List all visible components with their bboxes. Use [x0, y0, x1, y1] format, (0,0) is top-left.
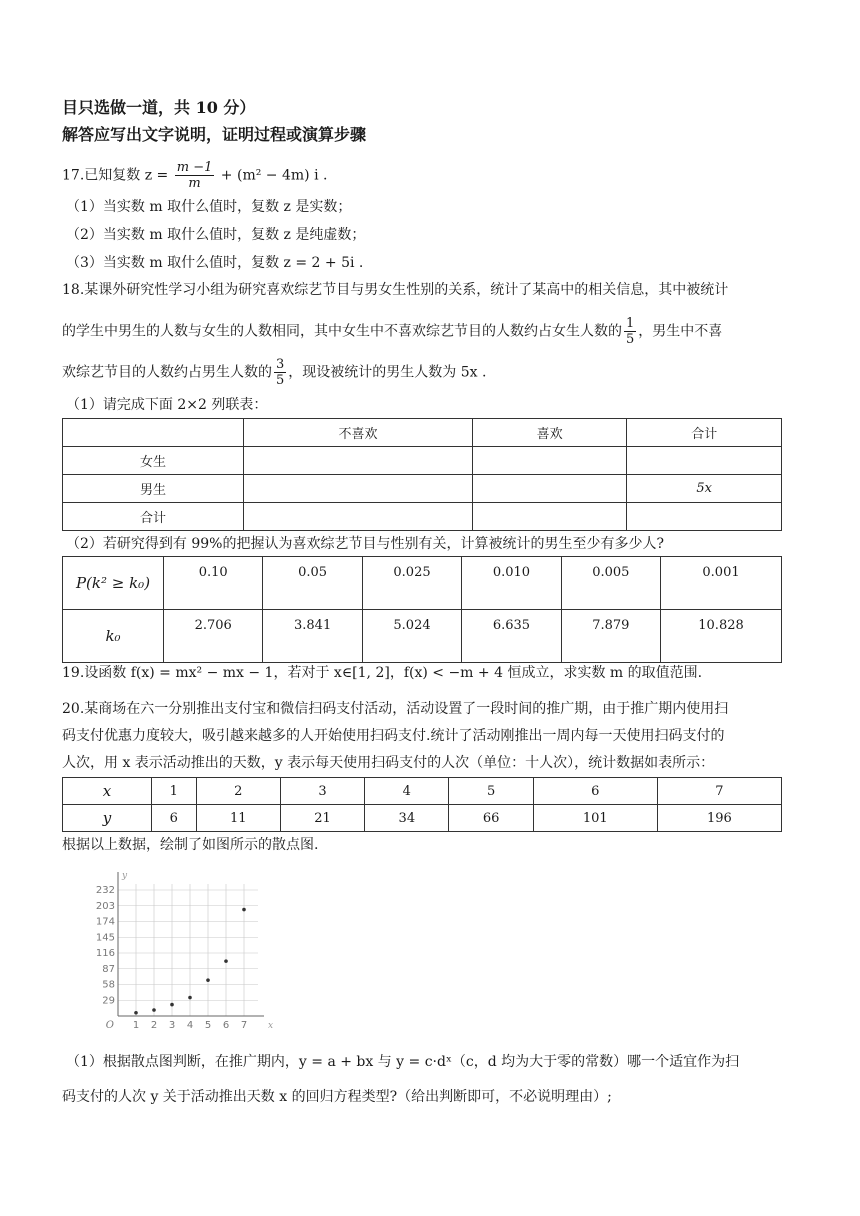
table-row: [63, 503, 782, 531]
y-tick-label: 29: [102, 995, 115, 1007]
table-row: [63, 419, 782, 447]
table-cell: 6.635: [462, 610, 561, 663]
q20-line2: 码支付优惠力度较大，吸引越来越多的人开始使用扫码支付.统计了活动刚推出一周内每一天使用扫码支付的: [62, 728, 725, 744]
y-tick-label: 232: [95, 885, 115, 896]
table-cell: [472, 503, 627, 531]
y-tick-label: 116: [95, 948, 115, 959]
q17-part1: （1）当实数 m 取什么值时，复数 z 是实数；: [66, 199, 352, 215]
y-tick-label: 145: [95, 932, 115, 944]
x-tick-label: 6: [222, 1020, 230, 1031]
table-cell: 合计: [627, 419, 782, 447]
table-cell: 女生: [63, 447, 244, 475]
q17-lead: 17.已知复数 z =: [62, 167, 173, 184]
table-row: [63, 610, 782, 663]
scatter-point: [152, 1008, 156, 1012]
table-row: [63, 447, 782, 475]
table-cell: 6: [152, 805, 197, 832]
table-cell: [244, 503, 473, 531]
table-cell: 合计: [63, 503, 244, 531]
table-cell: 0.005: [561, 557, 660, 610]
table-cell: 0.001: [661, 557, 782, 610]
q17-statement: [62, 160, 327, 191]
table-cell: 10.828: [661, 610, 782, 663]
section-header-line1: 目只选做一道，共 10 分）: [62, 98, 256, 117]
table-cell: 5x: [627, 475, 782, 503]
q17-rest: + (m² − 4m) i .: [216, 167, 328, 184]
q20-line1: 20.某商场在六一分别推出支付宝和微信扫码支付活动，活动设置了一段时间的推广期，由于推广期内使用扫: [62, 701, 729, 717]
scatter-point: [242, 908, 246, 912]
table-cell: [244, 475, 473, 503]
table-cell: 3.841: [263, 610, 362, 663]
table-cell: 0.10: [164, 557, 263, 610]
q17-frac-num: m −1: [176, 160, 213, 175]
table-cell: [472, 447, 627, 475]
x-axis-label: x: [268, 1021, 274, 1031]
q18-line2b: ，男生中不喜: [638, 323, 723, 340]
table-cell: 196: [657, 805, 781, 832]
table-cell: 6: [533, 778, 657, 805]
q18-frac2-num: 3: [276, 357, 285, 372]
table-cell: 不喜欢: [244, 419, 473, 447]
q17-frac-den: m: [188, 176, 201, 191]
q18-line3: [62, 357, 486, 388]
scatter-point: [206, 978, 210, 982]
scatter-point: [170, 1003, 174, 1007]
q18-line1: 18.某课外研究性学习小组为研究喜欢综艺节目与男女生性别的关系，统计了某高中的相关信息，其中被统计: [62, 282, 729, 298]
table-row: [63, 557, 782, 610]
q18-line3a: 欢综艺节目的人数约占男生人数的: [62, 364, 272, 381]
x-tick-label: 1: [132, 1020, 140, 1031]
table-row: [63, 805, 782, 832]
table-cell: 1: [152, 778, 197, 805]
x-tick-label: 5: [204, 1020, 212, 1031]
table-cell: P(k² ≥ k₀): [63, 557, 164, 610]
q18-line2a: 的学生中男生的人数与女生的人数相同，其中女生中不喜欢综艺节目的人数约占女生人数的: [62, 323, 622, 340]
q18-line2: [62, 316, 722, 347]
table-cell: 男生: [63, 475, 244, 503]
table-cell: 11: [196, 805, 280, 832]
y-tick-label: 58: [102, 979, 115, 991]
q20-part1-line1: （1）根据散点图判断，在推广期内，y = a + bx 与 y = c·dˣ（c，d 均为大于零的常数）哪一个适宜作为扫: [66, 1054, 740, 1070]
q20-line3: 人次，用 x 表示活动推出的天数，y 表示每天使用扫码支付的人次（单位：十人次），统计数据如表所示：: [62, 755, 715, 771]
y-tick-label: 174: [95, 916, 115, 928]
q18-line3b: ，现设被统计的男生人数为 5x .: [288, 364, 487, 381]
table-cell: 21: [280, 805, 364, 832]
table-cell: 7: [657, 778, 781, 805]
table-cell: [627, 447, 782, 475]
q18-frac1-den: 5: [626, 332, 635, 347]
table-cell: 0.010: [462, 557, 561, 610]
table-cell: [244, 447, 473, 475]
q17-part2: （2）当实数 m 取什么值时，复数 z 是纯虚数；: [66, 227, 366, 243]
q18-part1: （1）请完成下面 2×2 列联表：: [66, 397, 268, 413]
scatter-point: [224, 959, 228, 963]
contingency-table: [62, 418, 782, 531]
y-tick-label: 87: [102, 963, 115, 975]
q18-fraction-2: [274, 357, 286, 388]
table-cell: 5: [449, 778, 533, 805]
scatter-plot: [70, 868, 282, 1038]
table-cell: 66: [449, 805, 533, 832]
table-cell: 101: [533, 805, 657, 832]
y-axis-label: y: [122, 871, 128, 881]
table-row: [63, 475, 782, 503]
table-cell: 2.706: [164, 610, 263, 663]
q18-fraction-1: [624, 316, 636, 347]
table-cell: 0.025: [362, 557, 461, 610]
q17-fraction: [175, 160, 215, 191]
section-header-line2: 解答应写出文字说明，证明过程或演算步骤: [62, 125, 367, 144]
x-tick-label: 4: [186, 1020, 194, 1031]
x-tick-label: 7: [240, 1020, 248, 1031]
table-cell: 34: [365, 805, 449, 832]
table-cell: x: [63, 778, 152, 805]
table-cell: [472, 475, 627, 503]
xy-data-table: [62, 777, 782, 832]
q18-frac2-den: 5: [276, 373, 285, 388]
table-cell: y: [63, 805, 152, 832]
y-tick-label: 203: [95, 900, 115, 912]
q18-frac1-num: 1: [626, 316, 635, 331]
table-cell: 5.024: [362, 610, 461, 663]
table-cell: [627, 503, 782, 531]
x-tick-label: 3: [168, 1020, 176, 1031]
table-cell: 7.879: [561, 610, 660, 663]
table-cell: 喜欢: [472, 419, 627, 447]
table-cell: 3: [280, 778, 364, 805]
table-cell: 2: [196, 778, 280, 805]
critical-value-table: [62, 556, 782, 663]
q18-part2: （2）若研究得到有 99%的把握认为喜欢综艺节目与性别有关，计算被统计的男生至少有多少人?: [66, 536, 664, 552]
origin-label: O: [105, 1020, 114, 1031]
table-cell: [63, 419, 244, 447]
x-tick-label: 2: [150, 1020, 158, 1031]
scatter-point: [134, 1011, 138, 1015]
scatter-point: [188, 996, 192, 1000]
table-cell: k₀: [63, 610, 164, 663]
table-row: [63, 778, 782, 805]
table-cell: 0.05: [263, 557, 362, 610]
q19-statement: 19.设函数 f(x) = mx² − mx − 1，若对于 x∈[1, 2]，f(x) < −m + 4 恒成立，求实数 m 的取值范围.: [62, 665, 703, 681]
q17-part3: （3）当实数 m 取什么值时，复数 z = 2 + 5i .: [66, 255, 364, 271]
q20-part1-line2: 码支付的人次 y 关于活动推出天数 x 的回归方程类型?（给出判断即可，不必说明理由）;: [62, 1089, 612, 1105]
table-cell: 4: [365, 778, 449, 805]
q20-after-table: 根据以上数据，绘制了如图所示的散点图.: [62, 837, 319, 853]
